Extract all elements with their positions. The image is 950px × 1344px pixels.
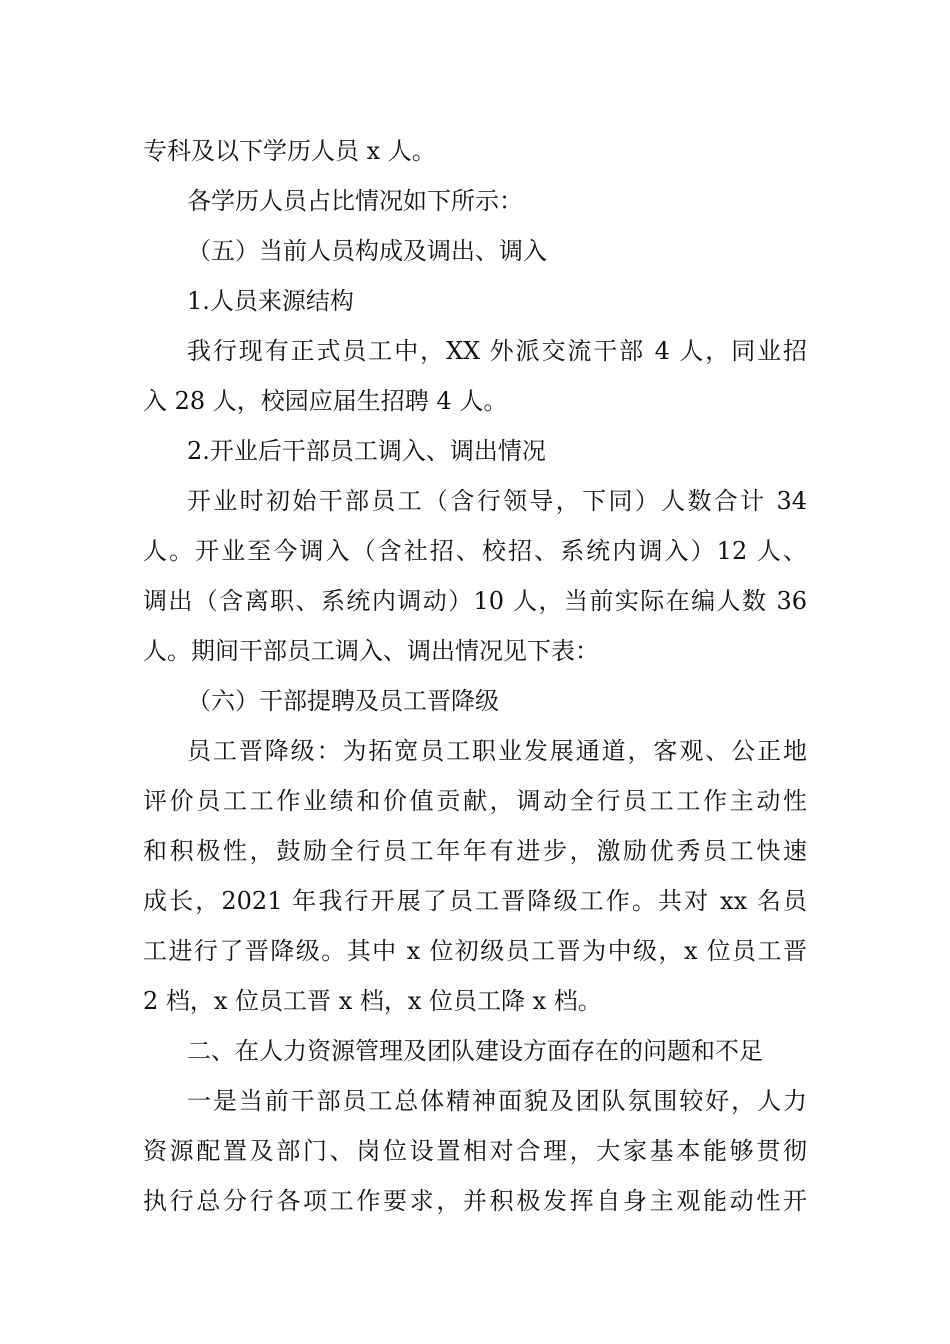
text-line: 执行总分行各项工作要求，并积极发挥自身主观能动性开	[143, 1187, 807, 1215]
text-line: 开业时初始干部员工（含行领导，下同）人数合计 34	[187, 487, 807, 515]
text-line: 资源配置及部门、岗位设置相对合理，大家基本能够贯彻	[143, 1137, 807, 1165]
text-line: 二、在人力资源管理及团队建设方面存在的问题和不足	[187, 1037, 763, 1065]
paragraph-staff-source	[143, 326, 807, 426]
text-line: （六）干部提聘及员工晋降级	[187, 687, 499, 715]
paragraph-issues	[143, 1076, 807, 1226]
text-line: 评价员工工作业绩和价值贡献，调动全行员工工作主动性	[143, 787, 807, 815]
text-line: 我行现有正式员工中，XX 外派交流干部 4 人，同业招	[187, 337, 807, 365]
text-line: 2.开业后干部员工调入、调出情况	[187, 437, 546, 465]
text-line: 各学历人员占比情况如下所示：	[187, 187, 523, 215]
document-body	[143, 126, 807, 1226]
text-line: 调出（含离职、系统内调动）10 人，当前实际在编人数 36	[143, 587, 807, 615]
text-line: （五）当前人员构成及调出、调入	[187, 237, 547, 265]
subheading-1	[143, 276, 807, 326]
text-line: 员工晋降级：为拓宽员工职业发展通道，客观、公正地	[187, 737, 807, 765]
subheading-2	[143, 426, 807, 476]
text-line: 人。期间干部员工调入、调出情况见下表：	[143, 637, 599, 665]
text-line: 一是当前干部员工总体精神面貌及团队氛围较好，人力	[187, 1087, 807, 1115]
text-line: 工进行了晋降级。其中 x 位初级员工晋为中级，x 位员工晋	[143, 937, 807, 965]
paragraph-promotion	[143, 726, 807, 1026]
paragraph-1	[143, 126, 807, 176]
text-line: 人。开业至今调入（含社招、校招、系统内调入）12 人、	[143, 537, 807, 565]
paragraph-transfers	[143, 476, 807, 676]
text-line: 2 档，x 位员工晋 x 档，x 位员工降 x 档。	[143, 987, 602, 1015]
text-line: 成长，2021 年我行开展了员工晋降级工作。共对 xx 名员	[143, 887, 807, 915]
section-heading-5	[143, 226, 807, 276]
text-line: 入 28 人，校园应届生招聘 4 人。	[143, 387, 508, 415]
text-line: 和积极性，鼓励全行员工年年有进步，激励优秀员工快速	[143, 837, 807, 865]
section-heading-6	[143, 676, 807, 726]
text-line: 1.人员来源结构	[187, 287, 354, 315]
chapter-heading-2	[143, 1026, 807, 1076]
text-line: 专科及以下学历人员 x 人。	[143, 137, 436, 165]
paragraph-2	[143, 176, 807, 226]
